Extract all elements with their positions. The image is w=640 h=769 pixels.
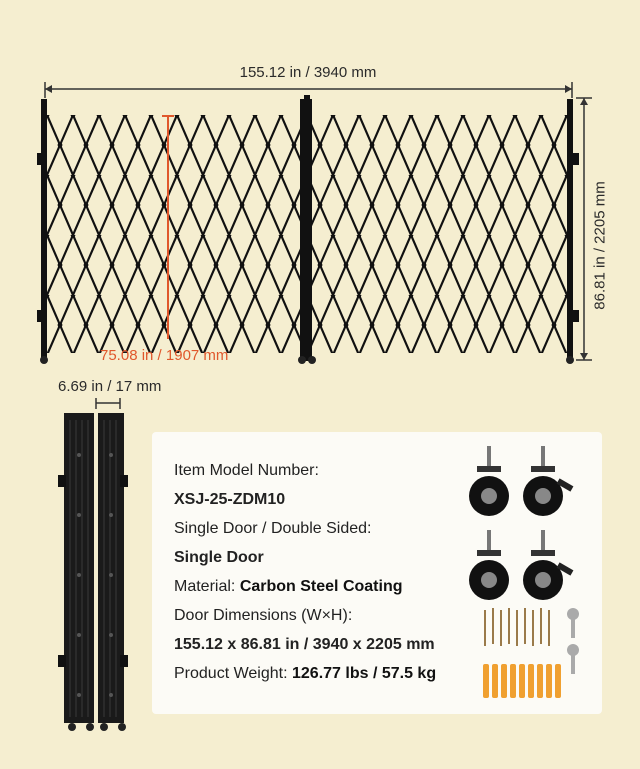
weight-label: Product Weight:	[174, 665, 288, 682]
folded-gate-illustration	[50, 395, 140, 735]
weight-value: 126.77 lbs / 57.5 kg	[292, 665, 437, 682]
caster-wheel-icon	[523, 446, 573, 516]
dimensions-value: 155.12 x 86.81 in / 3940 x 2205 mm	[174, 636, 435, 653]
caster-wheel-icon	[469, 530, 509, 600]
gate-illustration	[0, 95, 640, 370]
caster-wheel-icon	[523, 530, 573, 600]
accessories-illustration	[457, 438, 597, 710]
screw-icon	[485, 608, 549, 646]
dimensions-label: Door Dimensions (W×H):	[174, 607, 353, 624]
spec-card	[152, 432, 602, 714]
panel-width-label: 75.08 in / 1907 mm	[100, 347, 229, 364]
material-row	[174, 578, 403, 596]
wall-anchor-icon	[483, 664, 561, 698]
weight-row	[174, 665, 436, 683]
material-value: Carbon Steel Coating	[239, 578, 403, 595]
total-width-label: 155.12 in / 3940 mm	[239, 64, 377, 81]
model-label: Item Model Number:	[174, 462, 319, 479]
model-value: XSJ-25-ZDM10	[174, 491, 286, 508]
key-icon	[567, 608, 579, 674]
width-dimension-line	[0, 0, 640, 110]
door-type-label: Single Door / Double Sided:	[174, 520, 372, 537]
height-label: 86.81 in / 2205 mm	[591, 180, 609, 310]
caster-wheel-icon	[469, 446, 509, 516]
material-label: Material:	[174, 578, 236, 595]
folded-depth-label: 6.69 in / 17 mm	[58, 378, 162, 395]
door-type-value: Single Door	[174, 549, 264, 566]
